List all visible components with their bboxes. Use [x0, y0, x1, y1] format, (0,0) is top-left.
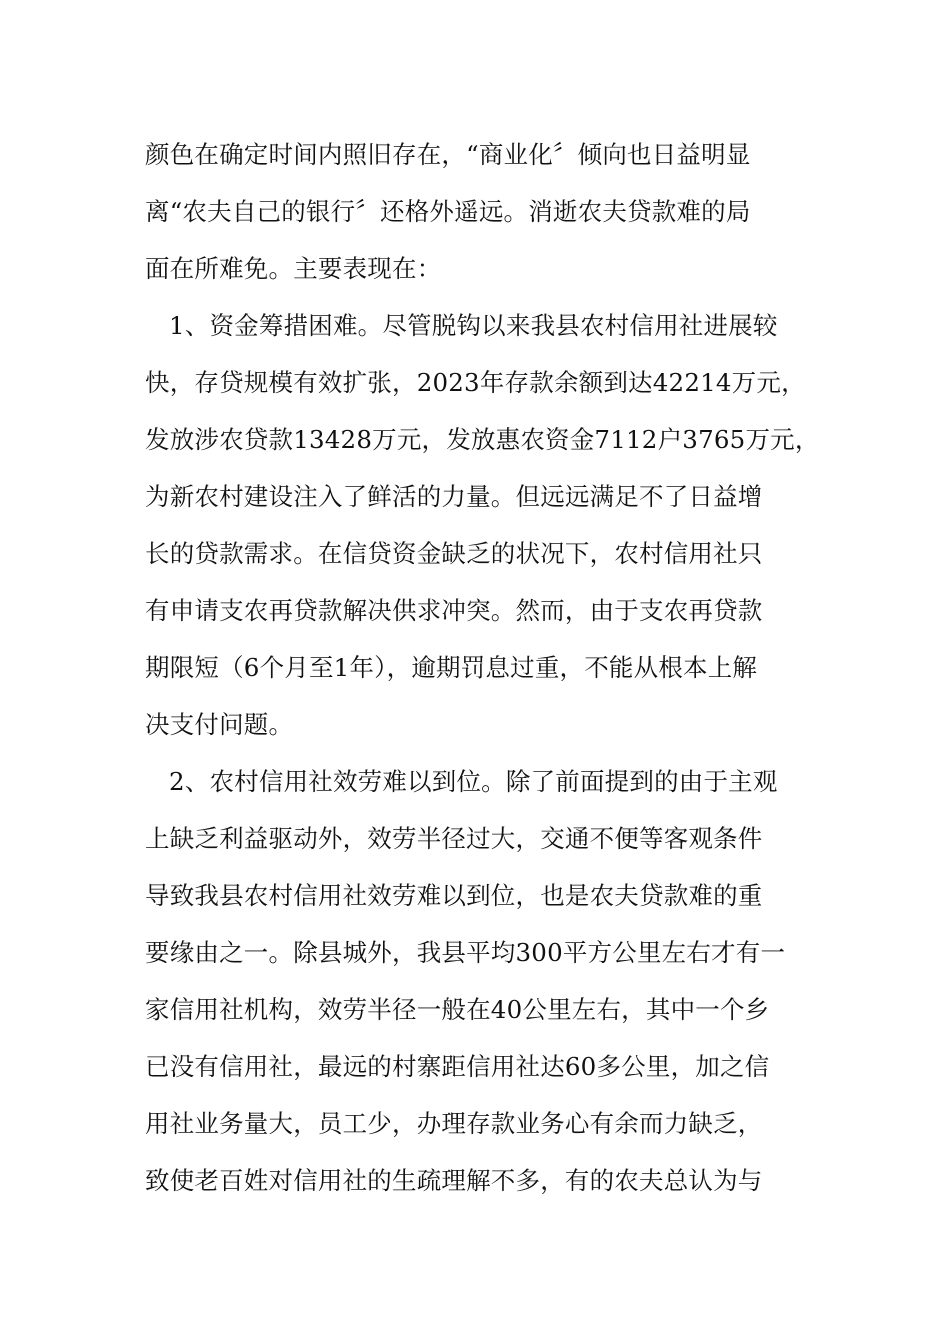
text-line-8: 长的贷款需求。在信贷资金缺乏的状况下，农村信用社只 [145, 539, 763, 568]
text-line-13: 上缺乏利益驱动外，效劳半径过大，交通不便等客观条件 [145, 824, 763, 853]
text-line-16: 家信用社机构，效劳半径一般在40公里左右，其中一个乡 [145, 995, 770, 1024]
text-line-11: 决支付问题。 [145, 710, 294, 739]
paragraph-1-start: 1、资金筹措困难。尽管脱钩以来我县农村信用社进展较 [169, 311, 778, 340]
paragraph-2-start: 2、农村信用社效劳难以到位。除了前面提到的由于主观 [169, 767, 778, 796]
text-line-3: 面在所难免。主要表现在： [145, 254, 442, 283]
text-line-5: 快，存贷规模有效扩张，2023年存款余额到达42214万元， [145, 368, 806, 397]
text-line-18: 用社业务量大，员工少，办理存款业务心有余而力缺乏， [145, 1109, 763, 1138]
text-line-9: 有申请支农再贷款解决供求冲突。然而，由于支农再贷款 [145, 596, 763, 625]
text-line-7: 为新农村建设注入了鲜活的力量。但远远满足不了日益增 [145, 482, 763, 511]
body-text [145, 126, 825, 1209]
text-line-19: 致使老百姓对信用社的生疏理解不多，有的农夫总认为与 [145, 1166, 763, 1195]
text-line-15: 要缘由之一。除县城外，我县平均300平方公里左右才有一 [145, 938, 786, 967]
text-line-17: 已没有信用社，最远的村寨距信用社达60多公里，加之信 [145, 1052, 770, 1081]
text-line-6: 发放涉农贷款13428万元，发放惠农资金7112户3765万元， [145, 425, 820, 454]
text-line-2: 离“农夫自己的银行〞还格外遥远。消逝农夫贷款难的局 [145, 197, 751, 226]
text-line-14: 导致我县农村信用社效劳难以到位，也是农夫贷款难的重 [145, 881, 763, 910]
text-line-10: 期限短（6个月至1年），逾期罚息过重，不能从根本上解 [145, 653, 758, 682]
text-line-1: 颜色在确定时间内照旧存在，“商业化〞倾向也日益明显 [145, 140, 751, 169]
